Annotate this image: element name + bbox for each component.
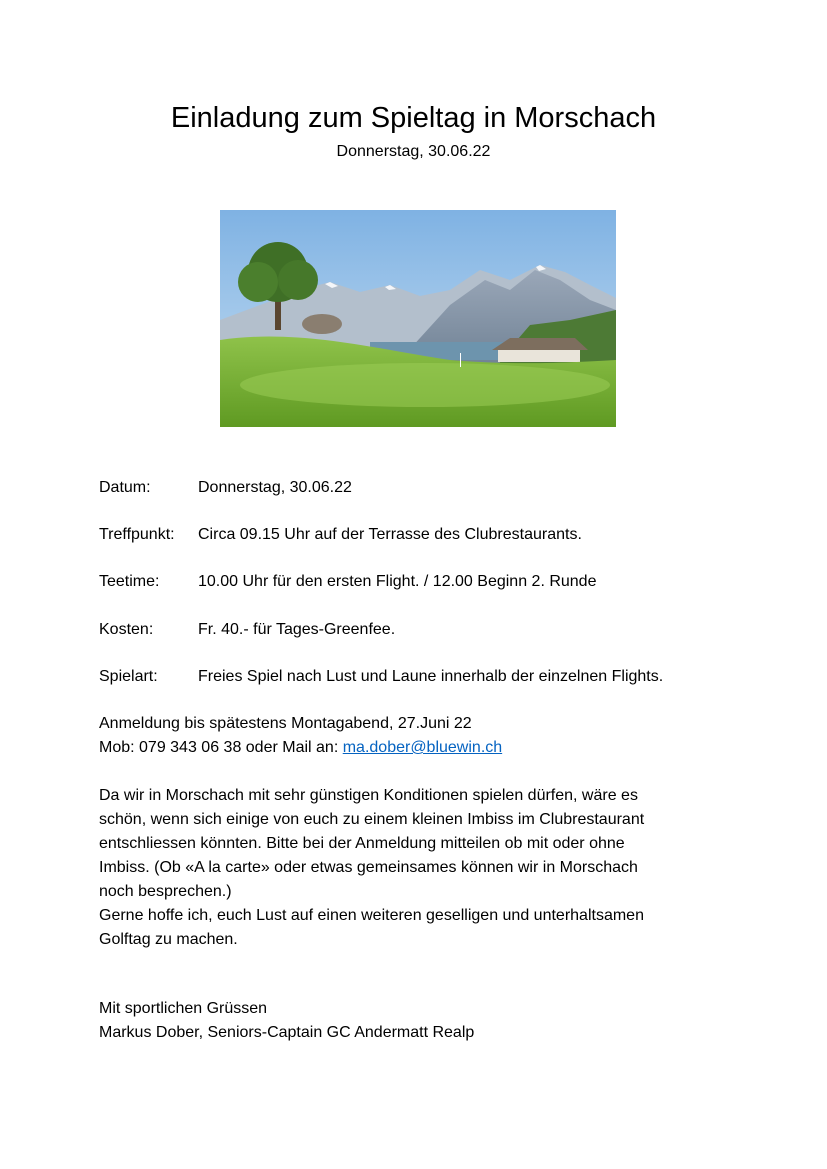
closing-signature: Markus Dober, Seniors-Captain GC Andermatt Realp [99, 1024, 475, 1041]
email-link[interactable]: ma.dober@bluewin.ch [342, 739, 503, 756]
page-title: Einladung zum Spieltag in Morschach [170, 102, 657, 134]
paragraph-line: Gerne hoffe ich, euch Lust auf einen weiteren geselligen und unterhaltsamen [99, 907, 644, 924]
paragraph-line: entschliessen könnten. Bitte bei der Anmeldung mitteilen ob mit oder ohne [99, 835, 625, 852]
paragraph-line: Da wir in Morschach mit sehr günstigen Konditionen spielen dürfen, wäre es [99, 787, 638, 804]
registration-block [99, 712, 729, 760]
detail-value: 10.00 Uhr für den ersten Flight. / 12.00 Beginn 2. Runde [198, 573, 597, 590]
contact-prefix: Mob: 079 343 06 38 oder Mail an: [99, 739, 343, 756]
registration-contact [99, 736, 729, 760]
paragraph-line: noch besprechen.) [99, 883, 232, 900]
closing-greeting: Mit sportlichen Grüssen [99, 1000, 268, 1017]
paragraph-line: Golftag zu machen. [99, 931, 238, 948]
detail-label: Treffpunkt: [99, 526, 175, 543]
golf-course-photo [220, 210, 616, 427]
registration-deadline: Anmeldung bis spätestens Montagabend, 27.Juni 22 [99, 715, 472, 732]
detail-value: Fr. 40.- für Tages-Greenfee. [198, 621, 396, 638]
detail-value: Freies Spiel nach Lust und Laune innerhalb der einzelnen Flights. [198, 668, 664, 685]
detail-value: Donnerstag, 30.06.22 [198, 479, 352, 496]
page-subtitle: Donnerstag, 30.06.22 [336, 143, 491, 160]
detail-label: Teetime: [99, 573, 160, 590]
detail-value: Circa 09.15 Uhr auf der Terrasse des Clubrestaurants. [198, 526, 582, 543]
info-paragraph [99, 784, 729, 952]
detail-label: Spielart: [99, 668, 158, 685]
closing-block [99, 997, 729, 1045]
paragraph-line: Imbiss. (Ob «A la carte» oder etwas gemeinsames können wir in Morschach [99, 859, 638, 876]
detail-label: Kosten: [99, 621, 154, 638]
detail-label: Datum: [99, 479, 151, 496]
paragraph-line: schön, wenn sich einige von euch zu einem kleinen Imbiss im Clubrestaurant [99, 811, 645, 828]
